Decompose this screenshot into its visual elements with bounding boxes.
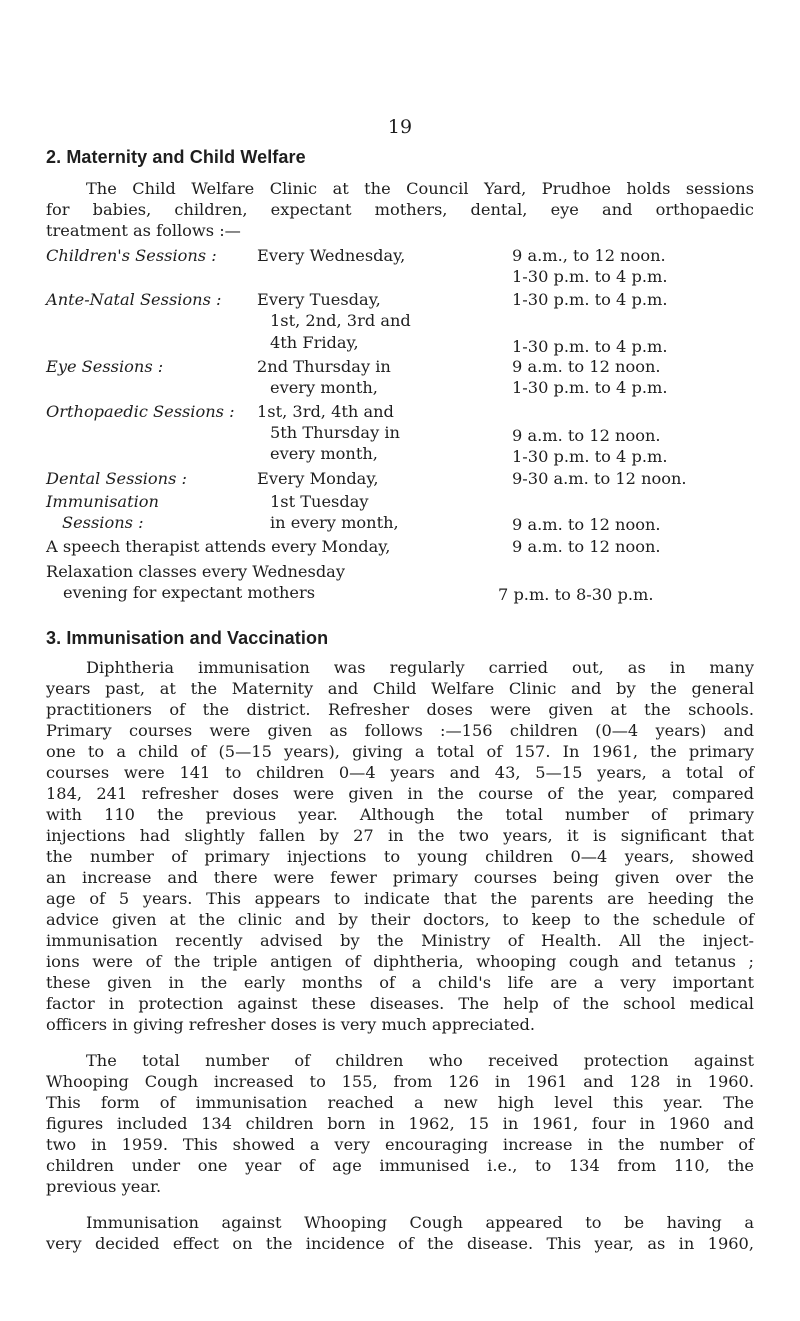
schedule-day: every month, [270, 378, 378, 397]
schedule-day: in every month, [270, 513, 399, 532]
page-number: 19 [387, 116, 413, 138]
paragraph-line: This form of immunisation reached a new high level this year. The [46, 1093, 754, 1112]
paragraph-line: the number of primary injections to young children 0—4 years, showed [46, 847, 754, 866]
schedule-time: 9 a.m., to 12 noon. [512, 246, 666, 265]
schedule-time: 9 a.m. to 12 noon. [512, 515, 661, 534]
schedule-label-childrens: Children's Sessions : [46, 246, 217, 265]
schedule-time: 9 a.m. to 12 noon. [512, 537, 661, 556]
paragraph-line: Diphtheria immunisation was regularly carried out, as in many [86, 658, 754, 677]
schedule-day: Every Monday, [257, 469, 379, 488]
schedule-time: 1-30 p.m. to 4 p.m. [512, 378, 668, 397]
paragraph-line: one to a child of (5—15 years), giving a total of 157. In 1961, the primary [46, 742, 754, 761]
section-heading-immunisation: 3. Immunisation and Vaccination [46, 628, 329, 648]
paragraph-line: an increase and there were fewer primary courses being given over the [46, 868, 754, 887]
paragraph-line: injections had slightly fallen by 27 in the two years, it is significant that [46, 826, 754, 845]
paragraph-line: 184, 241 refresher doses were given in the course of the year, compared [46, 784, 754, 803]
schedule-day: 1st Tuesday [270, 492, 369, 511]
paragraph-line: practitioners of the district. Refresher doses were given at the schools. [46, 700, 754, 719]
paragraph-line: age of 5 years. This appears to indicate that the parents are heeding the [46, 889, 754, 908]
schedule-day: 1st, 3rd, 4th and [257, 402, 394, 421]
schedule-time: 9-30 a.m. to 12 noon. [512, 469, 687, 488]
paragraph-line: factor in protection against these diseases. The help of the school medical [46, 994, 754, 1013]
schedule-label-dental: Dental Sessions : [46, 469, 188, 488]
section-heading-maternity: 2. Maternity and Child Welfare [46, 147, 306, 167]
paragraph-line: Immunisation against Whooping Cough appeared to be having a [86, 1213, 754, 1232]
schedule-time: 1-30 p.m. to 4 p.m. [512, 290, 668, 309]
schedule-day: Every Wednesday, [257, 246, 406, 265]
paragraph-line: The Child Welfare Clinic at the Council Yard, Prudhoe holds sessions [86, 179, 754, 198]
schedule-time: 1-30 p.m. to 4 p.m. [512, 267, 668, 286]
paragraph-line: for babies, children, expectant mothers, dental, eye and orthopaedic [46, 200, 754, 219]
paragraph-line: ions were of the triple antigen of diphtheria, whooping cough and tetanus ; [46, 952, 754, 971]
paragraph-line: years past, at the Maternity and Child Welfare Clinic and by the general [46, 679, 754, 698]
schedule-time: 9 a.m. to 12 noon. [512, 357, 661, 376]
maternity-intro-paragraph [46, 178, 754, 241]
paragraph-line: immunisation recently advised by the Ministry of Health. All the inject- [46, 931, 754, 950]
schedule-day: 4th Friday, [270, 333, 359, 352]
paragraph-line: figures included 134 children born in 1962, 15 in 1961, four in 1960 and [46, 1114, 754, 1133]
schedule-label-orthopaedic: Orthopaedic Sessions : [46, 402, 235, 421]
schedule-label-eye: Eye Sessions : [46, 357, 164, 376]
schedule-day: 2nd Thursday in [257, 357, 391, 376]
paragraph-line: very decided effect on the incidence of the disease. This year, as in 1960, [46, 1234, 754, 1253]
schedule-day: 5th Thursday in [270, 423, 400, 442]
immunisation-paragraph-1 [46, 657, 754, 1035]
paragraph-line: courses were 141 to children 0—4 years and 43, 5—15 years, a total of [46, 763, 754, 782]
paragraph-line: with 110 the previous year. Although the total number of primary [46, 805, 754, 824]
schedule-time: 7 p.m. to 8-30 p.m. [498, 585, 654, 604]
paragraph-line: Primary courses were given as follows :—156 children (0—4 years) and [46, 721, 754, 740]
schedule-label-immunisation: Immunisation [46, 492, 159, 511]
paragraph-line: Whooping Cough increased to 155, from 126 in 1961 and 128 in 1960. [46, 1072, 754, 1091]
paragraph-line: The total number of children who received protection against [86, 1051, 754, 1070]
schedule-label-immunisation-sessions: Sessions : [62, 513, 144, 532]
schedule-relaxation: Relaxation classes every Wednesday [46, 562, 345, 581]
paragraph-line: advice given at the clinic and by their doctors, to keep to the schedule of [46, 910, 754, 929]
immunisation-paragraph-2 [46, 1050, 754, 1197]
schedule-label-antenatal: Ante-Natal Sessions : [46, 290, 222, 309]
schedule-day: Every Tuesday, [257, 290, 381, 309]
schedule-day: 1st, 2nd, 3rd and [270, 311, 411, 330]
paragraph-line: these given in the early months of a child's life are a very important [46, 973, 754, 992]
schedule-time: 1-30 p.m. to 4 p.m. [512, 337, 668, 356]
schedule-relaxation: evening for expectant mothers [63, 583, 316, 602]
schedule-speech-therapist: A speech therapist attends every Monday, [46, 537, 391, 556]
paragraph-line: officers in giving refresher doses is very much appreciated. [46, 1015, 536, 1034]
paragraph-line: previous year. [46, 1177, 162, 1196]
schedule-time: 1-30 p.m. to 4 p.m. [512, 447, 668, 466]
paragraph-line: children under one year of age immunised i.e., to 134 from 110, the [46, 1156, 754, 1175]
paragraph-line: two in 1959. This showed a very encouraging increase in the number of [46, 1135, 754, 1154]
immunisation-paragraph-3 [46, 1212, 754, 1254]
paragraph-line: treatment as follows :— [46, 221, 241, 240]
schedule-day: every month, [270, 444, 378, 463]
schedule-time: 9 a.m. to 12 noon. [512, 426, 661, 445]
